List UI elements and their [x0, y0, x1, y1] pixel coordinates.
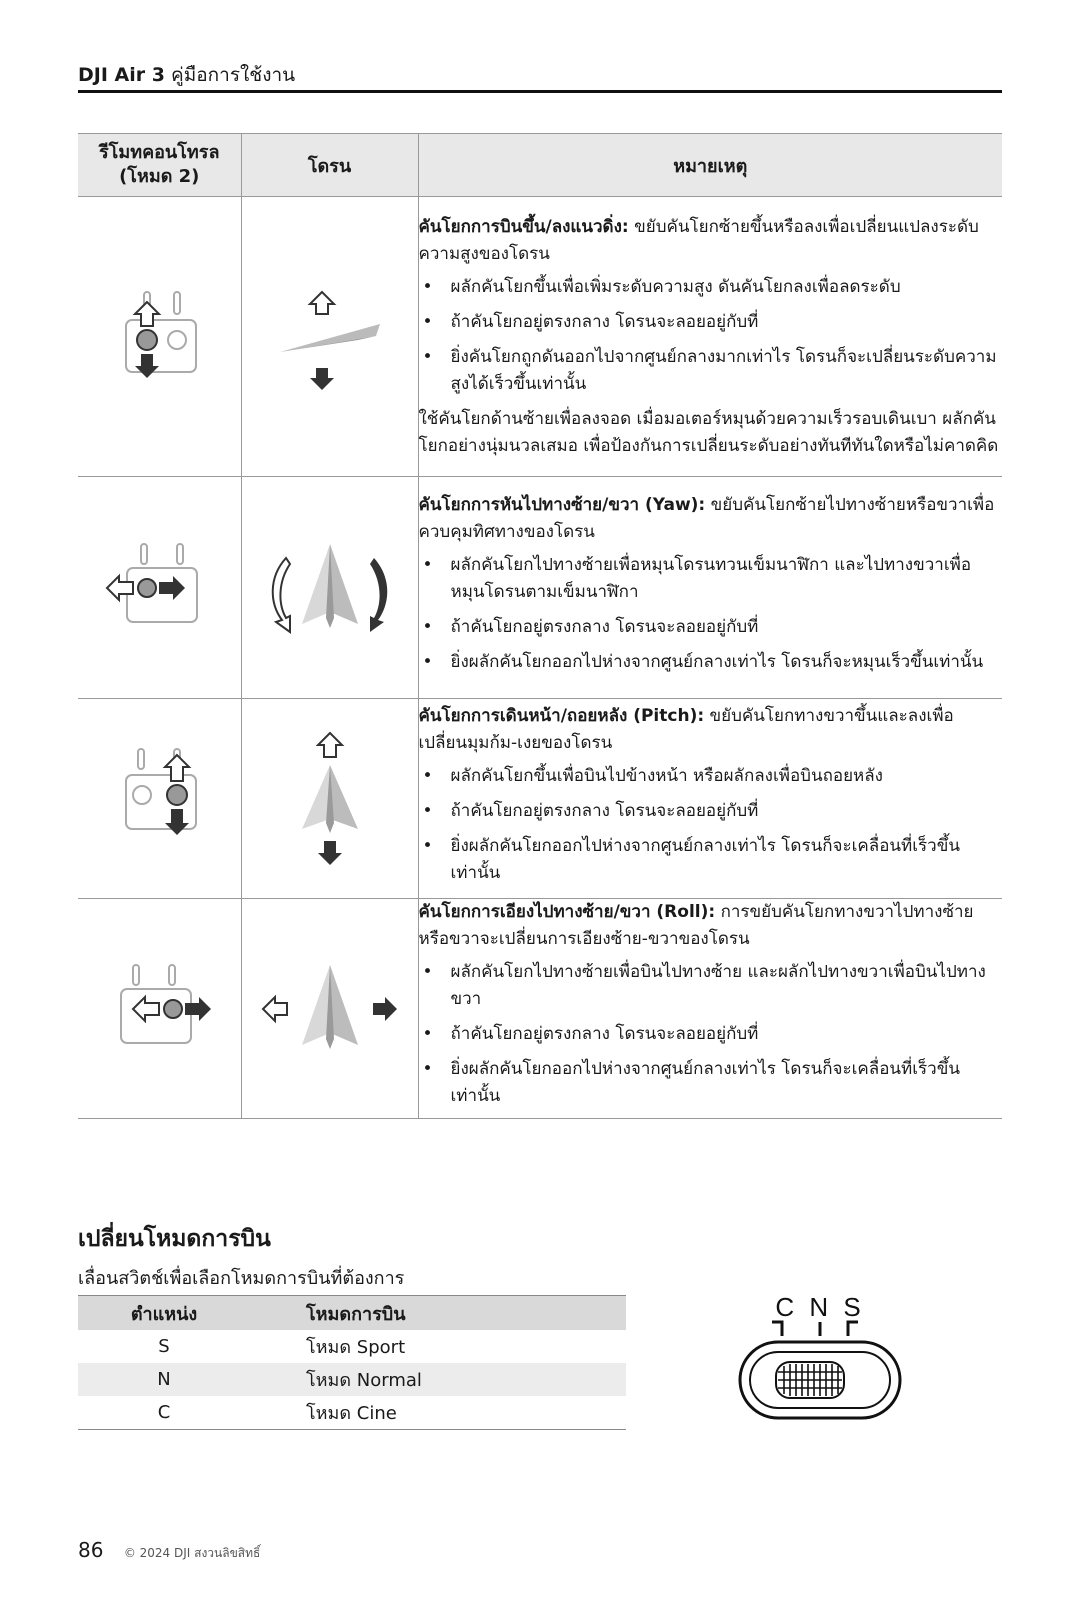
- note-yaw: [418, 477, 1002, 699]
- list-item: • ยิ่งผลักคันโยกออกไปห่างจากศูนย์กลางเท่าไร โดรนก็จะเคลื่อนที่เร็วขึ้นเท่านั้น: [419, 833, 1003, 887]
- drone-roll-icon: [241, 899, 418, 1119]
- table-row: [78, 699, 1002, 899]
- list-item: • ผลักคันโยกขึ้นเพื่อบินไปข้างหน้า หรือผลักลงเพื่อบินถอยหลัง: [419, 763, 1003, 790]
- note-throttle: [418, 197, 1002, 477]
- list-item: • ยิ่งผลักคันโยกออกไปห่างจากศูนย์กลางเท่าไร โดรนก็จะหมุนเร็วขึ้นเท่านั้น: [419, 649, 1003, 676]
- remote-yaw-icon: [78, 477, 241, 699]
- note-desc: ขยับคันโยกซ้ายไปทางซ้ายหรือขวาเพื่อควบคุมทิศทางของโดรน: [418, 494, 995, 542]
- flight-mode-table: [78, 1295, 626, 1430]
- stick-control-table: [78, 133, 1002, 1119]
- copyright: © 2024 DJI สงวนลิขสิทธิ์: [123, 1546, 261, 1560]
- list-item: • ยิ่งคันโยกถูกดันออกไปจากศูนย์กลางมากเท่าไร โดรนก็จะเปลี่ยนระดับความสูงได้เร็วขึ้นเท่านั้น: [419, 344, 1003, 398]
- col-mode: โหมดการบิน: [250, 1296, 626, 1331]
- list-item: • ถ้าคันโยกอยู่ตรงกลาง โดรนจะลอยอยู่กับที่: [419, 798, 1003, 825]
- list-item: • ถ้าคันโยกอยู่ตรงกลาง โดรนจะลอยอยู่กับที่: [419, 614, 1003, 641]
- remote-throttle-icon: [78, 197, 241, 477]
- note-desc: การขยับคันโยกทางขวาไปทางซ้ายหรือขวาจะเปลี่ยนการเอียงซ้าย-ขวาของโดรน: [418, 902, 974, 949]
- col-position: ตำแหน่ง: [78, 1296, 250, 1331]
- list-item: • ผลักคันโยกไปทางซ้ายเพื่อบินไปทางซ้าย และผลักไปทางขวาเพื่อบินไปทางขวา: [419, 959, 1003, 1013]
- page-footer: [78, 1538, 260, 1563]
- note-pitch: [418, 699, 1002, 899]
- list-item: • ผลักคันโยกขึ้นเพื่อเพิ่มระดับความสูง ดันคันโยกลงเพื่อลดระดับ: [419, 274, 1003, 301]
- col-remote: รีโมทคอนโทรล (โหมด 2): [78, 134, 241, 197]
- mode-position: S: [158, 1336, 170, 1357]
- drone-yaw-icon: [241, 477, 418, 699]
- table-row: [78, 197, 1002, 477]
- table-row: [78, 477, 1002, 699]
- page-number: 86: [78, 1538, 104, 1562]
- table-row: [78, 1330, 626, 1363]
- note-title: คันโยกการบินขึ้น/ลงแนวดิ่ง:: [418, 216, 629, 237]
- table-row: [78, 1363, 626, 1396]
- note-roll: [418, 899, 1002, 1119]
- list-item: • ถ้าคันโยกอยู่ตรงกลาง โดรนจะลอยอยู่กับที่: [419, 1021, 1003, 1048]
- table-row: [78, 1396, 626, 1430]
- note-footer: ใช้คันโยกด้านซ้ายเพื่อลงจอด เมื่อมอเตอร์หมุนด้วยความเร็วรอบเดินเบา ผลักคันโยกอย่างนุ่มนวลเสมอ เพื่อป้องกันการเปลี่ยนระดับอย่างทันทีทันใดหรือไม่คาดคิด: [418, 408, 999, 456]
- mode-position: N: [78, 1363, 250, 1396]
- flight-mode-switch-illustration: [730, 1290, 910, 1434]
- section-title: เปลี่ยนโหมดการบิน: [78, 1226, 271, 1252]
- header-brand: DJI Air 3: [78, 64, 165, 86]
- section-intro: เลื่อนสวิตช์เพื่อเลือกโหมดการบินที่ต้องการ: [78, 1268, 405, 1289]
- col-notes: หมายเหตุ: [418, 134, 1002, 197]
- list-item: • ผลักคันโยกไปทางซ้ายเพื่อหมุนโดรนทวนเข็มนาฬิกา และไปทางขวาเพื่อหมุนโดรนตามเข็มนาฬิกา: [419, 552, 1003, 606]
- col-drone: โดรน: [241, 134, 418, 197]
- remote-roll-icon: [78, 899, 241, 1119]
- header-title: คู่มือการใช้งาน: [171, 64, 296, 86]
- mode-name: โหมด Cine: [250, 1396, 626, 1430]
- list-item: • ยิ่งผลักคันโยกออกไปห่างจากศูนย์กลางเท่าไร โดรนก็จะเคลื่อนที่เร็วขึ้นเท่านั้น: [419, 1056, 1003, 1110]
- note-title: คันโยกการเดินหน้า/ถอยหลัง (Pitch):: [418, 705, 705, 726]
- header-rule: [78, 90, 1002, 93]
- note-desc: ขยับคันโยกซ้ายขึ้นหรือลงเพื่อเปลี่ยนแปลงระดับความสูงของโดรน: [418, 216, 979, 264]
- page-header: [78, 60, 295, 90]
- switch-labels: C N S: [775, 1292, 865, 1322]
- mode-position: C: [78, 1396, 250, 1430]
- note-title: คันโยกการหันไปทางซ้าย/ขวา (Yaw):: [418, 494, 706, 515]
- drone-altitude-icon: [241, 197, 418, 477]
- list-item: • ถ้าคันโยกอยู่ตรงกลาง โดรนจะลอยอยู่กับที่: [419, 309, 1003, 336]
- note-title: คันโยกการเอียงไปทางซ้าย/ขวา (Roll):: [418, 902, 716, 922]
- note-desc: ขยับคันโยกทางขวาขึ้นและลงเพื่อเปลี่ยนมุมก้ม-เงยของโดรน: [418, 705, 954, 753]
- mode-name: โหมด Normal: [250, 1363, 626, 1396]
- remote-pitch-icon: [78, 699, 241, 899]
- table-row: [78, 899, 1002, 1119]
- drone-pitch-icon: [241, 699, 418, 899]
- mode-name: โหมด Sport: [306, 1337, 406, 1358]
